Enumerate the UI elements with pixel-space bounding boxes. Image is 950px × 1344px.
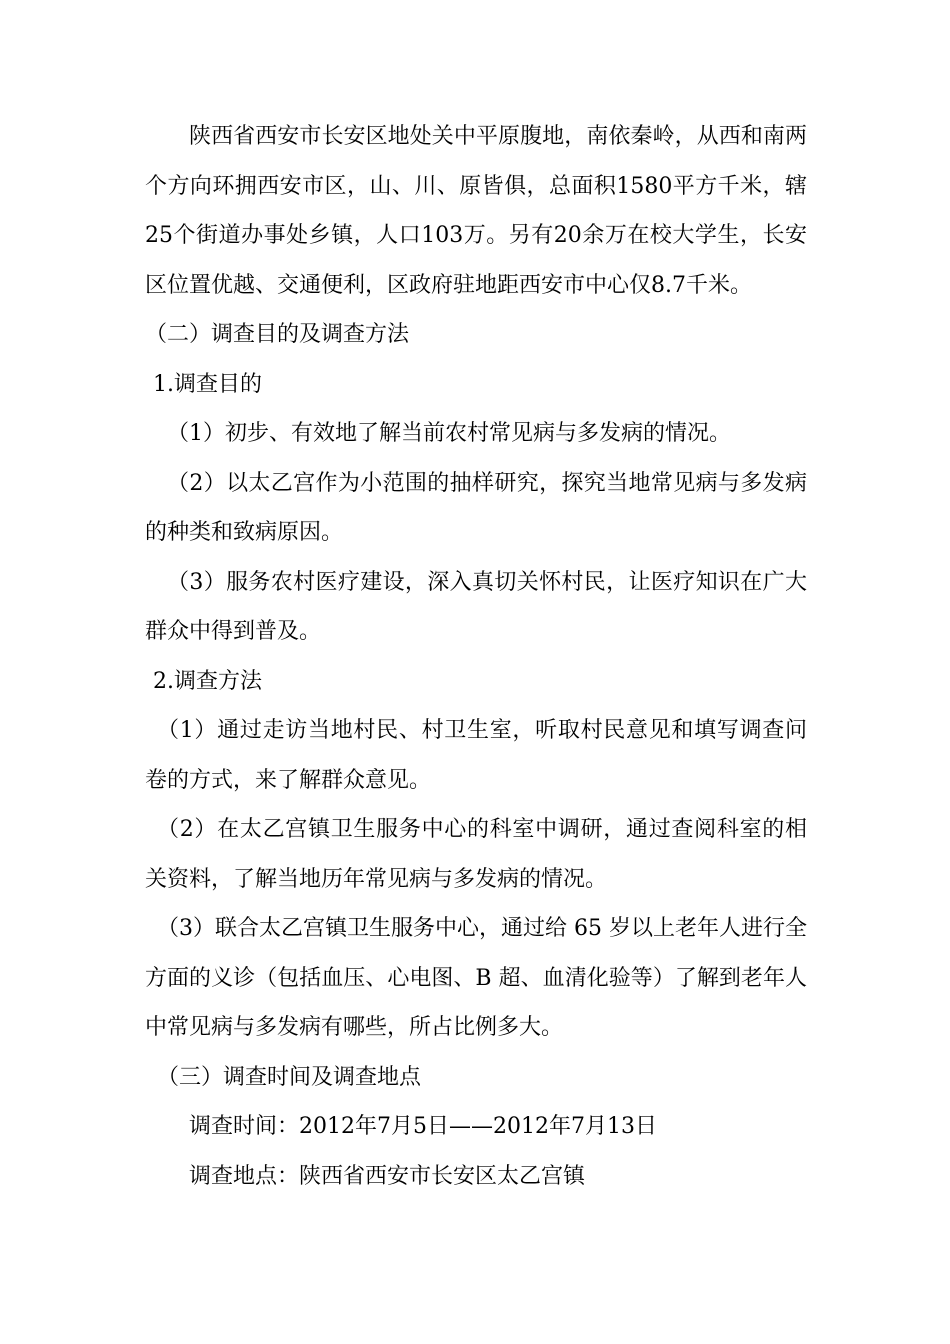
survey-time: 调查时间：2012年7月5日——2012年7月13日 (189, 1114, 657, 1139)
section-heading: （三）调查时间及调查地点 (157, 1064, 422, 1090)
intro-paragraph: 陕西省西安市长安区地处关中平原腹地，南依秦岭，从西和南两个方向环拥西安市区，山、川、原皆俱，总面积1580平方千米，辖25个街道办事处乡镇，人口103万。另有20余万在校大学生，长安区位置优越、交通便利，区政府驻地距西安市中心仅8.7千米。 (145, 124, 807, 298)
method-item: （1）通过走访当地村民、村卫生室，听取村民意见和填写调查问卷的方式，来了解群众意见。 (145, 718, 807, 793)
subsection-heading: 2.调查方法 (153, 668, 262, 694)
method-item: （2）在太乙宫镇卫生服务中心的科室中调研，通过查阅科室的相关资料，了解当地历年常见病与多发病的情况。 (145, 817, 807, 892)
purpose-item: （1）初步、有效地了解当前农村常见病与多发病的情况。 (167, 421, 731, 446)
subsection-heading: 1.调查目的 (153, 371, 262, 397)
survey-place: 调查地点：陕西省西安市长安区太乙宫镇 (189, 1163, 586, 1189)
purpose-item: （3）服务农村医疗建设，深入真切关怀村民，让医疗知识在广大群众中得到普及。 (145, 569, 807, 644)
section-heading: （二）调查目的及调查方法 (145, 322, 410, 347)
document-body (145, 112, 807, 1201)
method-item: （3）联合太乙宫镇卫生服务中心，通过给 65 岁以上老年人进行全方面的义诊（包括血压、心电图、B 超、血清化验等）了解到老年人中常见病与多发病有哪些，所占比例多大。 (145, 916, 807, 1040)
purpose-item: （2）以太乙宫作为小范围的抽样研究，探究当地常见病与多发病的种类和致病原因。 (145, 470, 807, 545)
